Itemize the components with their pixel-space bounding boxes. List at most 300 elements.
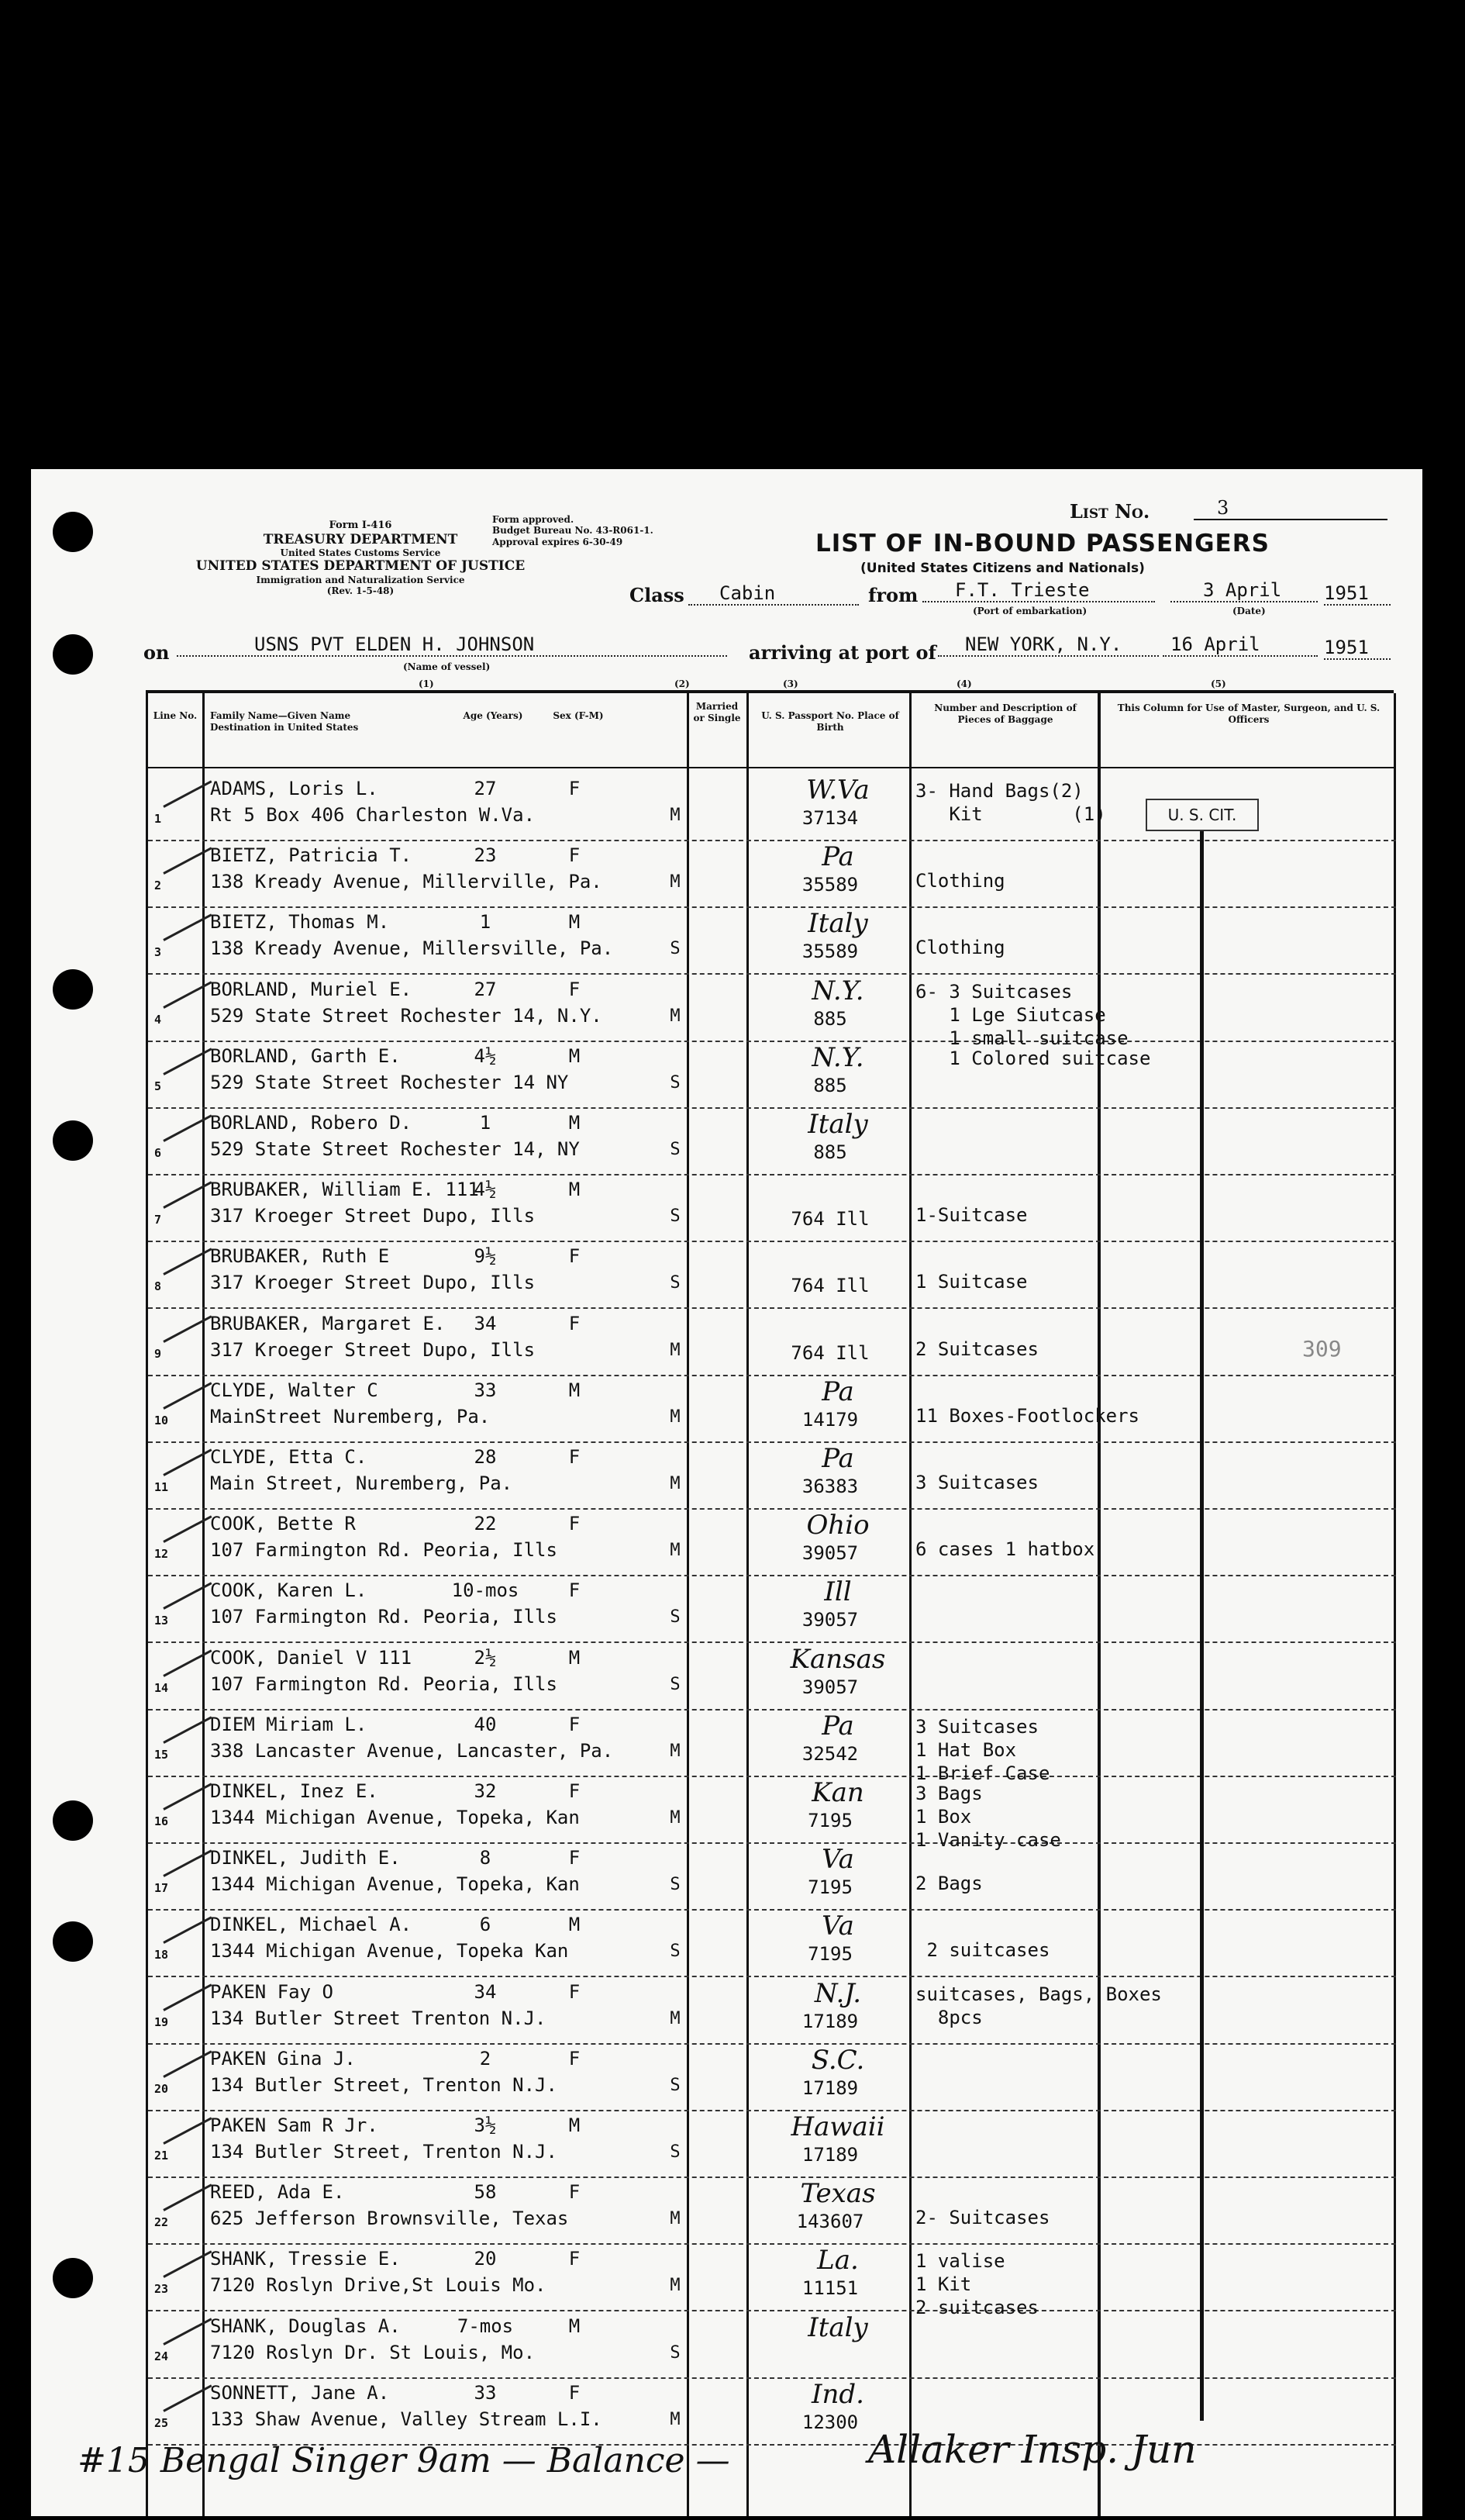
line-number: 2 — [154, 879, 162, 893]
baggage: 1 Suitcase — [915, 1271, 1028, 1293]
birthplace-handwritten: Kan — [812, 1777, 864, 1808]
passport-number: 11151 — [801, 2277, 859, 2300]
destination: 107 Farmington Rd. Peoria, Ills — [210, 1539, 557, 1562]
marital-status: S — [670, 1072, 681, 1093]
destination: 107 Farmington Rd. Peoria, Ills — [210, 1606, 557, 1628]
birthplace-handwritten: N.Y. — [812, 975, 864, 1006]
sex: M — [568, 1646, 581, 1669]
col-head-age: Age (Years) — [463, 710, 523, 721]
line-number: 15 — [154, 1747, 169, 1762]
marital-status: M — [670, 872, 681, 892]
check-mark — [163, 914, 212, 942]
sex: F — [568, 1245, 581, 1268]
sex: F — [568, 1780, 581, 1802]
age: 28 — [474, 1446, 497, 1468]
on-label: on — [143, 641, 170, 664]
passenger-name: BIETZ, Patricia T. — [210, 844, 412, 867]
table-row — [148, 1443, 1396, 1510]
col-num-5: (5) — [1211, 678, 1226, 689]
destination: 133 Shaw Avenue, Valley Stream L.I. — [210, 2408, 602, 2430]
marital-status: S — [670, 1607, 681, 1628]
table-row — [148, 1911, 1396, 1977]
age: 23 — [474, 844, 497, 867]
marital-status: S — [670, 939, 681, 959]
table-row — [148, 1109, 1396, 1175]
col-head-passport: U. S. Passport No. Place of Birth — [761, 710, 899, 733]
birthplace-handwritten: Italy — [808, 2311, 868, 2343]
sex: F — [568, 1713, 581, 1735]
sex: F — [568, 978, 581, 1000]
vessel-name: USNS PVT ELDEN H. JOHNSON — [177, 633, 727, 657]
arriving-label: arriving at port of — [749, 641, 936, 664]
marital-status: M — [670, 806, 681, 825]
table-row — [148, 1710, 1396, 1784]
punch-hole — [53, 2258, 93, 2298]
passport-number: 12300 — [801, 2411, 859, 2433]
destination: 529 State Street Rochester 14, NY — [210, 1138, 580, 1160]
baggage: 3- Hand Bags(2) Kit (1) — [915, 780, 1106, 825]
embark-date: 3 April — [1170, 579, 1318, 602]
ins-service: Immigration and Naturalization Service — [256, 574, 465, 585]
passenger-name: PAKEN Fay O — [210, 1980, 333, 2003]
check-mark — [163, 1516, 212, 1544]
punch-hole — [53, 634, 93, 675]
baggage: 2 Suitcases — [915, 1338, 1039, 1360]
line-number: 14 — [154, 1680, 169, 1695]
justice-dept: UNITED STATES DEPARTMENT OF JUSTICE — [195, 558, 526, 575]
age: 34 — [474, 1980, 497, 2003]
table-row — [148, 2245, 1396, 2319]
passport-number: 14179 — [801, 1408, 859, 1431]
sex: M — [568, 911, 581, 934]
age: 6 — [479, 1914, 491, 1936]
line-number: 19 — [154, 2014, 169, 2029]
col-head-officers: This Column for Use of Master, Surgeon, and U. S. Officers — [1117, 702, 1381, 725]
date-caption: (Date) — [1232, 606, 1266, 616]
line-number: 9 — [154, 1346, 162, 1361]
birthplace-handwritten: Va — [822, 1844, 854, 1876]
age: 2½ — [474, 1646, 497, 1669]
marital-status: M — [670, 1474, 681, 1493]
sex: M — [568, 1044, 581, 1067]
line-number: 12 — [154, 1547, 169, 1562]
table-row — [148, 975, 1396, 1049]
marital-status: M — [670, 2276, 681, 2296]
col-head-baggage: Number and Description of Pieces of Baggage — [934, 702, 1077, 725]
passport-number: 32542 — [801, 1742, 859, 1765]
birthplace-handwritten: Pa — [822, 1710, 854, 1742]
passenger-name: BRUBAKER, Margaret E. — [210, 1312, 446, 1334]
check-mark — [163, 1783, 212, 1811]
marital-status: M — [670, 1407, 681, 1427]
passport-number: 35589 — [801, 941, 859, 963]
birthplace-handwritten: La. — [817, 2245, 859, 2277]
age: 58 — [474, 2181, 497, 2204]
line-number: 5 — [154, 1079, 162, 1093]
col-head-dest-line: Destination in United States — [210, 722, 359, 733]
customs-service: United States Customs Service — [280, 547, 441, 558]
form-title: LIST OF IN-BOUND PASSENGERS — [815, 530, 1270, 558]
age: 4½ — [474, 1179, 497, 1201]
age: 27 — [474, 778, 497, 799]
check-mark — [163, 780, 212, 808]
age: 4½ — [474, 1044, 497, 1067]
passport-number: 885 — [813, 1141, 847, 1163]
table-row — [148, 2178, 1396, 2245]
passenger-name: SONNETT, Jane A. — [210, 2381, 390, 2404]
sex: M — [568, 1112, 581, 1134]
sex: F — [568, 778, 581, 799]
check-mark — [163, 981, 212, 1009]
punch-hole — [53, 1800, 93, 1841]
age: 8 — [479, 1847, 491, 1869]
sex: M — [568, 1914, 581, 1936]
destination: 138 Kready Avenue, Millerville, Pa. — [210, 871, 602, 893]
birthplace-handwritten: Hawaii — [791, 2111, 885, 2142]
age: 2 — [479, 2047, 491, 2070]
baggage: Clothing — [915, 870, 1005, 892]
header-rule — [148, 767, 1394, 768]
sex: F — [568, 1579, 581, 1602]
age: 22 — [474, 1513, 497, 1535]
marital-status: M — [670, 1006, 681, 1026]
passport-number: 764 Ill — [791, 1208, 870, 1231]
marital-status: M — [670, 1741, 681, 1761]
destination: MainStreet Nuremberg, Pa. — [210, 1405, 491, 1427]
table-row — [148, 2045, 1396, 2111]
check-mark — [163, 1382, 212, 1410]
check-mark — [163, 1315, 212, 1343]
age: 9½ — [474, 1245, 497, 1268]
birthplace-handwritten: Pa — [822, 841, 854, 873]
marital-status: S — [670, 2142, 681, 2162]
destination: 529 State Street Rochester 14 NY — [210, 1071, 569, 1093]
col-head-married: Married or Single — [693, 701, 741, 723]
form-subtitle: (United States Citizens and Nationals) — [860, 561, 1145, 576]
birthplace-handwritten: N.J. — [814, 1977, 862, 2009]
marital-status: M — [670, 1808, 681, 1828]
baggage: 6- 3 Suitcases 1 Lge Siutcase 1 small suitcase — [915, 980, 1129, 1049]
check-mark — [163, 1850, 212, 1878]
passenger-name: ADAMS, Loris L. — [210, 778, 378, 799]
sex: M — [568, 1379, 581, 1401]
table-row — [148, 1644, 1396, 1710]
passport-number: 35589 — [801, 874, 859, 896]
passenger-name: SHANK, Douglas A. — [210, 2315, 401, 2337]
passenger-name: CLYDE, Walter C — [210, 1379, 378, 1401]
form-number: Form I-416 — [329, 520, 392, 531]
marital-status: S — [670, 1273, 681, 1293]
age: 27 — [474, 978, 497, 1000]
sex: F — [568, 2248, 581, 2270]
table-row — [148, 1844, 1396, 1911]
table-row — [148, 1042, 1396, 1109]
table-row — [148, 1978, 1396, 2045]
baggage: Clothing — [915, 937, 1005, 959]
arrival-port: NEW YORK, N.Y. — [938, 633, 1159, 657]
table-row — [148, 1576, 1396, 1643]
check-mark — [163, 2251, 212, 2279]
check-mark — [163, 2117, 212, 2145]
sex: M — [568, 2114, 581, 2136]
stamp-number: 309 — [1302, 1336, 1342, 1362]
line-number: 7 — [154, 1213, 162, 1227]
baggage: 3 Suitcases 1 Hat Box 1 Brief Case — [915, 1715, 1050, 1784]
line-number: 16 — [154, 1814, 169, 1828]
passenger-name: SHANK, Tressie E. — [210, 2248, 401, 2270]
birthplace-handwritten: Ind. — [812, 2378, 864, 2410]
birthplace-handwritten: Ohio — [806, 1510, 870, 1541]
passenger-name: COOK, Bette R — [210, 1513, 356, 1535]
passenger-name: CLYDE, Etta C. — [210, 1446, 367, 1468]
sex: F — [568, 1847, 581, 1869]
manifest-sheet — [31, 469, 1422, 2516]
baggage: 2 suitcases — [926, 1939, 1050, 1962]
destination: 317 Kroeger Street Dupo, Ills — [210, 1205, 536, 1227]
check-mark — [163, 847, 212, 875]
age: 7-mos — [457, 2315, 514, 2337]
passenger-name: DINKEL, Judith E. — [210, 1847, 401, 1869]
sex: F — [568, 1980, 581, 2003]
table-row — [148, 2379, 1396, 2446]
passenger-name: DINKEL, Michael A. — [210, 1914, 412, 1936]
check-mark — [163, 1182, 212, 1210]
passenger-name: COOK, Karen L. — [210, 1579, 367, 1602]
table-row — [148, 1777, 1396, 1851]
destination: 7120 Roslyn Drive,St Louis Mo. — [210, 2274, 546, 2297]
check-mark — [163, 2318, 212, 2346]
check-mark — [163, 1448, 212, 1476]
baggage: 11 Boxes-Footlockers — [915, 1404, 1139, 1427]
destination: 1344 Michigan Avenue, Topeka, Kan — [210, 1807, 580, 1828]
birthplace-handwritten: Italy — [808, 908, 868, 940]
approval-line: Form approved. — [492, 514, 574, 525]
passport-number: 7195 — [808, 1943, 853, 1966]
sex: F — [568, 2381, 581, 2404]
check-mark — [163, 2184, 212, 2212]
passport-number: 885 — [813, 1074, 847, 1096]
destination: Rt 5 Box 406 Charleston W.Va. — [210, 804, 536, 826]
check-mark — [163, 1048, 212, 1075]
line-number: 18 — [154, 1948, 169, 1962]
check-mark — [163, 2384, 212, 2412]
birthplace-handwritten: Kansas — [790, 1643, 886, 1675]
destination: 7120 Roslyn Dr. St Louis, Mo. — [210, 2341, 536, 2363]
sex: M — [568, 2315, 581, 2337]
baggage: 6 cases 1 hatbox — [915, 1538, 1095, 1561]
passenger-name: PAKEN Sam R Jr. — [210, 2114, 378, 2136]
table-row — [148, 1242, 1396, 1309]
marital-status: S — [670, 1674, 681, 1694]
destination: 134 Butler Street, Trenton N.J. — [210, 2141, 557, 2163]
destination: 338 Lancaster Avenue, Lancaster, Pa. — [210, 1739, 614, 1762]
age: 1 — [479, 911, 491, 934]
treasury-dept: TREASURY DEPARTMENT — [263, 531, 458, 547]
passenger-name: DIEM Miriam L. — [210, 1713, 367, 1735]
table-row — [148, 2111, 1396, 2178]
birthplace-handwritten: Italy — [808, 1109, 868, 1140]
age: 20 — [474, 2248, 497, 2270]
list-no-value: 3 — [1194, 497, 1387, 520]
check-mark — [163, 1983, 212, 2011]
approval-line: Budget Bureau No. 43-R061-1. — [492, 525, 653, 537]
passport-number: 764 Ill — [791, 1341, 870, 1364]
handwritten-footnote: #15 Bengal Singer 9am — Balance — — [78, 2441, 730, 2480]
destination: 1344 Michigan Avenue, Topeka Kan — [210, 1940, 569, 1962]
baggage: 3 Bags 1 Box 1 Vanity case — [915, 1783, 1061, 1851]
age: 33 — [474, 2381, 497, 2404]
marital-status: S — [670, 2342, 681, 2363]
birthplace-handwritten: Ill — [824, 1576, 852, 1608]
passport-number: 7195 — [808, 1876, 853, 1899]
check-mark — [163, 1114, 212, 1142]
form-approval — [492, 514, 653, 547]
age: 33 — [474, 1379, 497, 1401]
sex: F — [568, 1513, 581, 1535]
destination: 529 State Street Rochester 14, N.Y. — [210, 1004, 602, 1027]
class-label: Class — [629, 584, 684, 606]
marital-status: S — [670, 2075, 681, 2095]
passenger-name: DINKEL, Inez E. — [210, 1780, 378, 1802]
line-number: 11 — [154, 1480, 169, 1494]
birthplace-handwritten: Va — [822, 1911, 854, 1942]
age: 3½ — [474, 2114, 497, 2136]
passport-number: 39057 — [801, 1609, 859, 1631]
officer-bracket-line — [1200, 831, 1204, 2421]
table-row — [148, 1175, 1396, 1242]
col-num-4: (4) — [957, 678, 972, 689]
sex: F — [568, 2047, 581, 2070]
birthplace-handwritten: Pa — [822, 1376, 854, 1407]
baggage: 1 Colored suitcase — [915, 1047, 1151, 1069]
revision: (Rev. 1-5-48) — [326, 585, 395, 597]
marital-status: M — [670, 1541, 681, 1561]
punch-hole — [53, 1120, 93, 1161]
check-mark — [163, 1716, 212, 1744]
check-mark — [163, 1649, 212, 1677]
marital-status: M — [670, 2008, 681, 2028]
line-number: 24 — [154, 2349, 169, 2363]
line-number: 1 — [154, 812, 162, 826]
line-number: 8 — [154, 1279, 162, 1294]
passenger-name: BIETZ, Thomas M. — [210, 911, 390, 934]
table-row — [148, 841, 1396, 908]
passport-number: 37134 — [801, 807, 859, 829]
marital-status: S — [670, 1942, 681, 1962]
vessel-caption: (Name of vessel) — [403, 661, 491, 672]
passport-number: 17189 — [801, 2010, 859, 2032]
col-head-name-line: Family Name—Given Name — [210, 710, 351, 721]
line-number: 22 — [154, 2215, 169, 2230]
destination: Main Street, Nuremberg, Pa. — [210, 1472, 513, 1494]
port-caption: (Port of embarkation) — [973, 606, 1088, 616]
table-row — [148, 2312, 1396, 2379]
passenger-table — [146, 690, 1394, 2516]
line-number: 25 — [154, 2415, 169, 2430]
birthplace-handwritten: S.C. — [811, 2044, 865, 2076]
punch-hole — [53, 1921, 93, 1962]
age: 34 — [474, 1312, 497, 1334]
col-num-3: (3) — [783, 678, 798, 689]
col-head-name — [210, 710, 435, 734]
passport-number: 885 — [813, 1007, 847, 1030]
list-no-label: List No. — [1070, 500, 1150, 523]
table-row — [148, 908, 1396, 975]
arrival-year: 1951 — [1324, 637, 1391, 660]
passenger-name: BORLAND, Muriel E. — [210, 978, 412, 1000]
birthplace-handwritten: W.Va — [806, 775, 870, 806]
baggage: 2 Bags — [915, 1873, 983, 1895]
passenger-name: BORLAND, Robero D. — [210, 1112, 412, 1134]
table-row — [148, 1376, 1396, 1443]
check-mark — [163, 2050, 212, 2078]
line-number: 17 — [154, 1881, 169, 1896]
line-number: 3 — [154, 945, 162, 960]
marital-status: S — [670, 1140, 681, 1159]
sex: F — [568, 2181, 581, 2204]
line-number: 6 — [154, 1146, 162, 1160]
arrival-date: 16 April — [1163, 633, 1318, 657]
destination: 1344 Michigan Avenue, Topeka, Kan — [210, 1873, 580, 1896]
marital-status: M — [670, 2209, 681, 2229]
passport-number: 39057 — [801, 1542, 859, 1565]
destination: 107 Farmington Rd. Peoria, Ills — [210, 1673, 557, 1695]
from-label: from — [868, 584, 919, 606]
sex: F — [568, 844, 581, 867]
passenger-name: REED, Ada E. — [210, 2181, 345, 2204]
passport-number: 17189 — [801, 2076, 859, 2099]
destination: 138 Kready Avenue, Millersville, Pa. — [210, 937, 614, 960]
marital-status: S — [670, 1206, 681, 1227]
us-citizen-stamp: U. S. CIT. — [1146, 799, 1259, 831]
line-number: 13 — [154, 1614, 169, 1628]
passenger-name: PAKEN Gina J. — [210, 2047, 356, 2070]
passenger-name: COOK, Daniel V 111 — [210, 1646, 412, 1669]
age: 32 — [474, 1780, 497, 1802]
table-row — [148, 1310, 1396, 1376]
baggage: 2- Suitcases — [915, 2207, 1050, 2229]
destination: 317 Kroeger Street Dupo, Ills — [210, 1272, 536, 1294]
passport-number: 39057 — [801, 1676, 859, 1698]
passenger-name: BRUBAKER, Ruth E — [210, 1245, 390, 1268]
port-of-embarkation: F.T. Trieste — [922, 579, 1155, 602]
sex: F — [568, 1446, 581, 1468]
passport-number: 7195 — [808, 1810, 853, 1831]
marital-status: M — [670, 2409, 681, 2429]
passenger-name: BRUBAKER, William E. 111 — [210, 1179, 479, 1201]
col-head-line: Line No. — [153, 710, 198, 721]
line-number: 4 — [154, 1012, 162, 1027]
line-number: 20 — [154, 2081, 169, 2096]
passenger-name: BORLAND, Garth E. — [210, 1044, 401, 1067]
col-num-2: (2) — [674, 678, 690, 689]
inspector-signature: Allaker Insp. Jun — [868, 2427, 1197, 2472]
passport-number: 17189 — [801, 2144, 859, 2166]
passport-number: 36383 — [801, 1476, 859, 1497]
destination: 134 Butler Street Trenton N.J. — [210, 2007, 546, 2029]
approval-line: Approval expires 6-30-49 — [492, 536, 623, 547]
sex: M — [568, 1179, 581, 1201]
marital-status: S — [670, 1875, 681, 1895]
destination: 317 Kroeger Street Dupo, Ills — [210, 1338, 536, 1361]
age: 1 — [479, 1112, 491, 1134]
destination: 134 Butler Street, Trenton N.J. — [210, 2073, 557, 2096]
check-mark — [163, 1583, 212, 1610]
birthplace-handwritten: N.Y. — [812, 1041, 864, 1073]
embark-year: 1951 — [1324, 582, 1391, 606]
birthplace-handwritten: Pa — [822, 1443, 854, 1474]
line-number: 23 — [154, 2282, 169, 2297]
